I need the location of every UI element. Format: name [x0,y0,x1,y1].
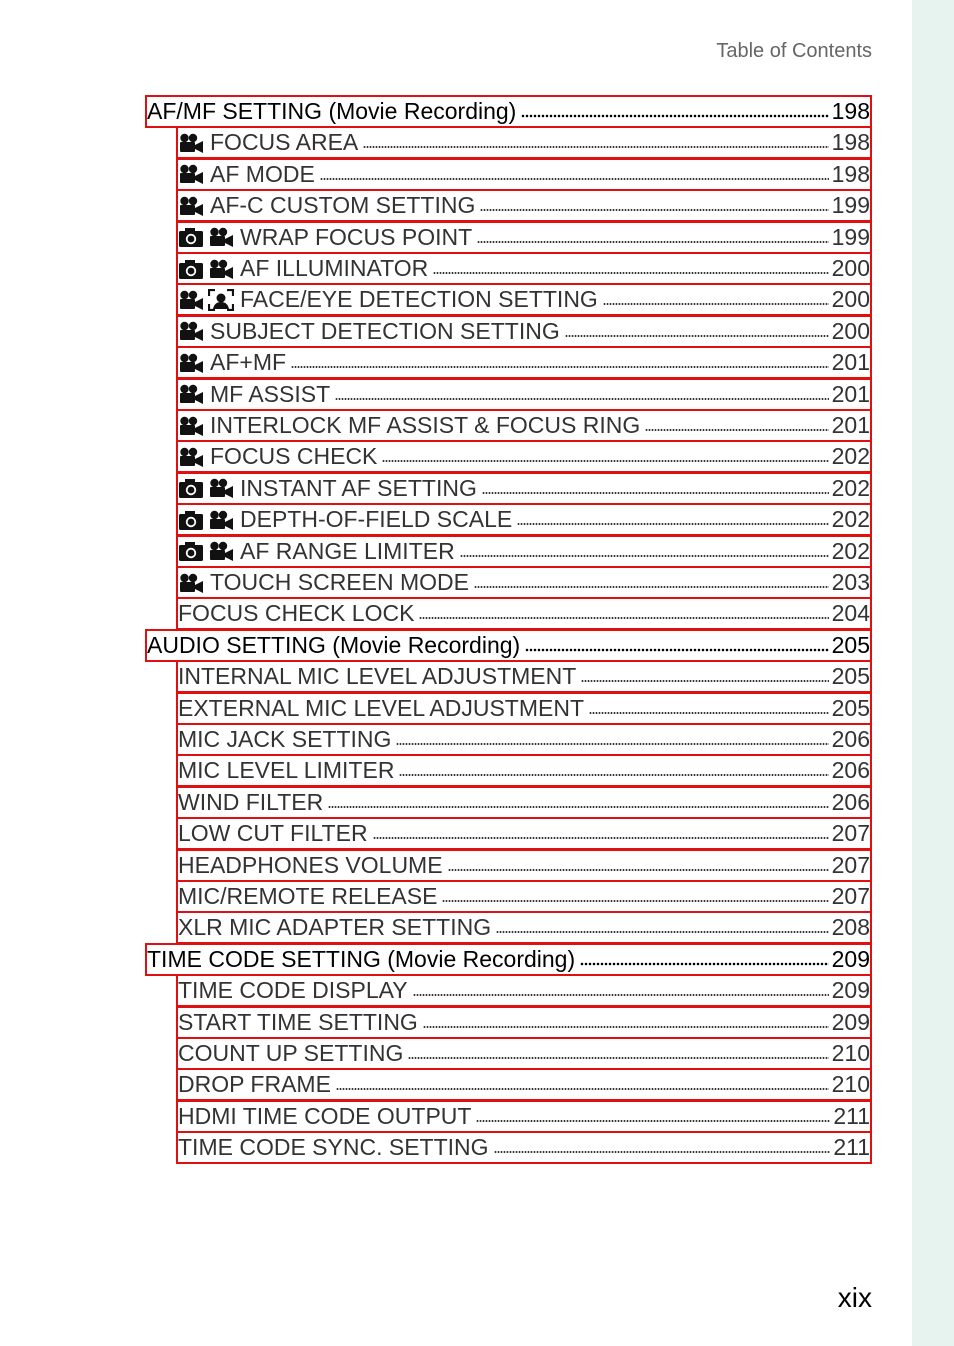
entry-page-number: 202 [831,474,870,501]
entry-page-number: 206 [831,757,870,784]
toc-subentry[interactable] [176,849,872,882]
entry-label: FOCUS CHECK LOCK [178,600,415,627]
toc-subentry[interactable] [176,472,872,505]
entry-page-number: 202 [831,443,870,470]
entry-icons [178,226,234,248]
movie-icon [178,163,204,185]
entry-page-number: 207 [831,883,870,909]
camera-icon [178,258,204,280]
entry-icons [178,446,204,468]
dot-leader [335,397,828,401]
entry-icons [178,195,204,217]
toc-subentry[interactable] [176,283,872,316]
toc-section-entry[interactable] [145,943,872,976]
toc-subentry[interactable] [176,911,872,944]
entry-label: TOUCH SCREEN MODE [210,569,469,595]
entry-label: TIME CODE SETTING (Movie Recording) [147,945,576,972]
entry-page-number: 200 [831,317,870,344]
dot-leader [408,1056,828,1060]
dot-leader [477,240,828,244]
toc-subentry[interactable] [176,252,872,285]
entry-icons [178,383,204,405]
entry-label: TIME CODE SYNC. SETTING [178,1134,489,1161]
entry-icons [178,477,234,499]
dot-leader [517,522,828,526]
entry-label: AF+MF [210,349,287,376]
dot-leader [423,1025,829,1029]
entry-label: HEADPHONES VOLUME [178,851,443,878]
dot-leader [496,930,829,934]
toc-subentry[interactable] [176,1037,872,1070]
toc-subentry[interactable] [176,189,872,222]
entry-icons [178,258,234,280]
entry-page-number: 211 [833,1134,870,1161]
movie-icon [178,352,204,374]
entry-label: SUBJECT DETECTION SETTING [210,317,560,344]
movie-icon [178,289,204,311]
entry-page-number: 209 [831,977,870,1004]
dot-leader [442,899,828,903]
toc-subentry[interactable] [176,566,872,599]
entry-label: AF MODE [210,160,315,187]
entry-page-number: 198 [831,129,870,156]
toc-subentry[interactable] [176,503,872,536]
toc-subentry[interactable] [176,660,872,693]
toc-subentry[interactable] [176,880,872,913]
entry-page-number: 210 [831,1071,870,1098]
entry-page-number: 205 [831,663,870,690]
entry-icons [178,572,204,594]
entry-label: WIND FILTER [178,788,324,815]
dot-leader [373,836,829,840]
entry-label: MIC JACK SETTING [178,726,392,752]
entry-page-number: 201 [831,412,870,438]
entry-icons [178,163,204,185]
toc-subentry[interactable] [176,126,872,159]
dot-leader [474,585,829,589]
entry-page-number: 198 [831,160,870,187]
entry-icons [178,132,204,154]
entry-label: INTERNAL MIC LEVEL ADJUSTMENT [178,663,577,690]
toc-section-entry[interactable] [145,95,872,128]
entry-label: EXTERNAL MIC LEVEL ADJUSTMENT [178,694,584,721]
toc-subentry[interactable] [176,817,872,850]
face-icon [208,289,234,311]
entry-label: AUDIO SETTING (Movie Recording) [147,631,521,658]
entry-label: AF ILLUMINATOR [240,255,429,281]
dot-leader [413,993,829,997]
entry-label: TIME CODE DISPLAY [178,977,408,1004]
toc-subentry[interactable] [176,974,872,1007]
entry-label: WRAP FOCUS POINT [240,223,473,250]
entry-label: START TIME SETTING [178,1008,418,1035]
movie-icon [178,572,204,594]
page-number: xix [837,1282,872,1313]
entry-icons [178,320,204,342]
toc-subentry[interactable] [176,440,872,473]
toc-subentry[interactable] [176,692,872,725]
dot-leader [399,773,828,777]
dot-leader [581,679,828,683]
dot-leader [419,616,828,620]
movie-icon [208,226,234,248]
entry-page-number: 209 [831,945,870,972]
entry-label: MIC LEVEL LIMITER [178,757,395,784]
dot-leader [291,365,829,369]
dot-leader [363,145,828,149]
toc-subentry[interactable] [176,315,872,348]
dot-leader [476,1119,830,1123]
entry-icons [178,415,204,437]
movie-icon [178,132,204,154]
camera-icon [178,509,204,531]
dot-leader [320,177,829,181]
toc-subentry[interactable] [176,535,872,568]
toc-subentry[interactable] [176,1100,872,1133]
movie-icon [178,195,204,217]
toc-subentry[interactable] [176,786,872,819]
toc-subentry[interactable] [176,378,872,411]
dot-leader [494,1150,831,1154]
dot-leader [396,742,828,746]
entry-label: FOCUS AREA [210,129,359,156]
entry-page-number: 203 [831,569,870,595]
dot-leader [645,428,828,432]
entry-label: MIC/REMOTE RELEASE [178,883,438,909]
toc-subentry[interactable] [176,1068,872,1101]
entry-page-number: 204 [831,600,870,627]
entry-label: DROP FRAME [178,1071,331,1098]
movie-icon [178,415,204,437]
dot-leader [580,962,828,966]
camera-icon [178,477,204,499]
dot-leader [448,868,829,872]
toc-subentry[interactable] [176,1131,872,1164]
entry-page-number: 206 [831,726,870,752]
entry-label: AF RANGE LIMITER [240,537,455,564]
toc-section-entry[interactable] [145,629,872,662]
entry-page-number: 210 [831,1040,870,1066]
entry-icons [178,352,204,374]
dot-leader [328,805,828,809]
dot-leader [433,271,828,275]
entry-page-number: 205 [831,694,870,721]
dot-leader [525,648,828,652]
entry-page-number: 200 [831,286,870,313]
toc-subentry[interactable] [176,597,872,630]
entry-page-number: 209 [831,1008,870,1035]
movie-icon [208,477,234,499]
entry-page-number: 207 [831,820,870,847]
entry-label: DEPTH-OF-FIELD SCALE [240,506,513,533]
dot-leader [460,554,829,558]
movie-icon [208,258,234,280]
toc-subentry[interactable] [176,754,872,787]
entry-label: LOW CUT FILTER [178,820,368,847]
entry-icons [178,540,234,562]
entry-label: FOCUS CHECK [210,443,378,470]
entry-icons [178,289,234,311]
toc-subentry[interactable] [176,221,872,254]
entry-label: MF ASSIST [210,380,331,407]
dot-leader [336,1087,829,1091]
movie-icon [178,383,204,405]
running-head: Table of Contents [716,40,872,62]
movie-icon [178,446,204,468]
side-tab [912,0,954,1346]
entry-page-number: 205 [831,631,870,658]
dot-leader [382,459,828,463]
entry-label: HDMI TIME CODE OUTPUT [178,1102,472,1129]
dot-leader [565,334,829,338]
entry-page-number: 211 [833,1102,870,1129]
dot-leader [482,491,829,495]
entry-label: XLR MIC ADAPTER SETTING [178,914,492,941]
entry-label: FACE/EYE DETECTION SETTING [240,286,598,313]
entry-page-number: 199 [831,223,870,250]
movie-icon [208,509,234,531]
dot-leader [603,302,829,306]
movie-icon [178,320,204,342]
dot-leader [521,114,828,118]
entry-label: INTERLOCK MF ASSIST & FOCUS RING [210,412,641,438]
toc-subentry[interactable] [176,158,872,191]
entry-page-number: 202 [831,506,870,533]
entry-label: AF-C CUSTOM SETTING [210,192,476,219]
camera-icon [178,540,204,562]
dot-leader [589,711,829,715]
toc-subentry[interactable] [176,1006,872,1039]
entry-page-number: 199 [831,192,870,219]
toc-subentry[interactable] [176,723,872,756]
toc-subentry[interactable] [176,346,872,379]
movie-icon [208,540,234,562]
dot-leader [480,208,828,212]
entry-page-number: 202 [831,537,870,564]
entry-page-number: 208 [831,914,870,941]
camera-icon [178,226,204,248]
entry-icons [178,509,234,531]
entry-page-number: 201 [831,349,870,376]
entry-page-number: 207 [831,851,870,878]
entry-label: COUNT UP SETTING [178,1040,404,1066]
toc-subentry[interactable] [176,409,872,442]
entry-label: INSTANT AF SETTING [240,474,477,501]
entry-label: AF/MF SETTING (Movie Recording) [147,98,517,124]
entry-page-number: 198 [831,98,870,124]
entry-page-number: 201 [831,380,870,407]
entry-page-number: 206 [831,788,870,815]
entry-page-number: 200 [831,255,870,281]
